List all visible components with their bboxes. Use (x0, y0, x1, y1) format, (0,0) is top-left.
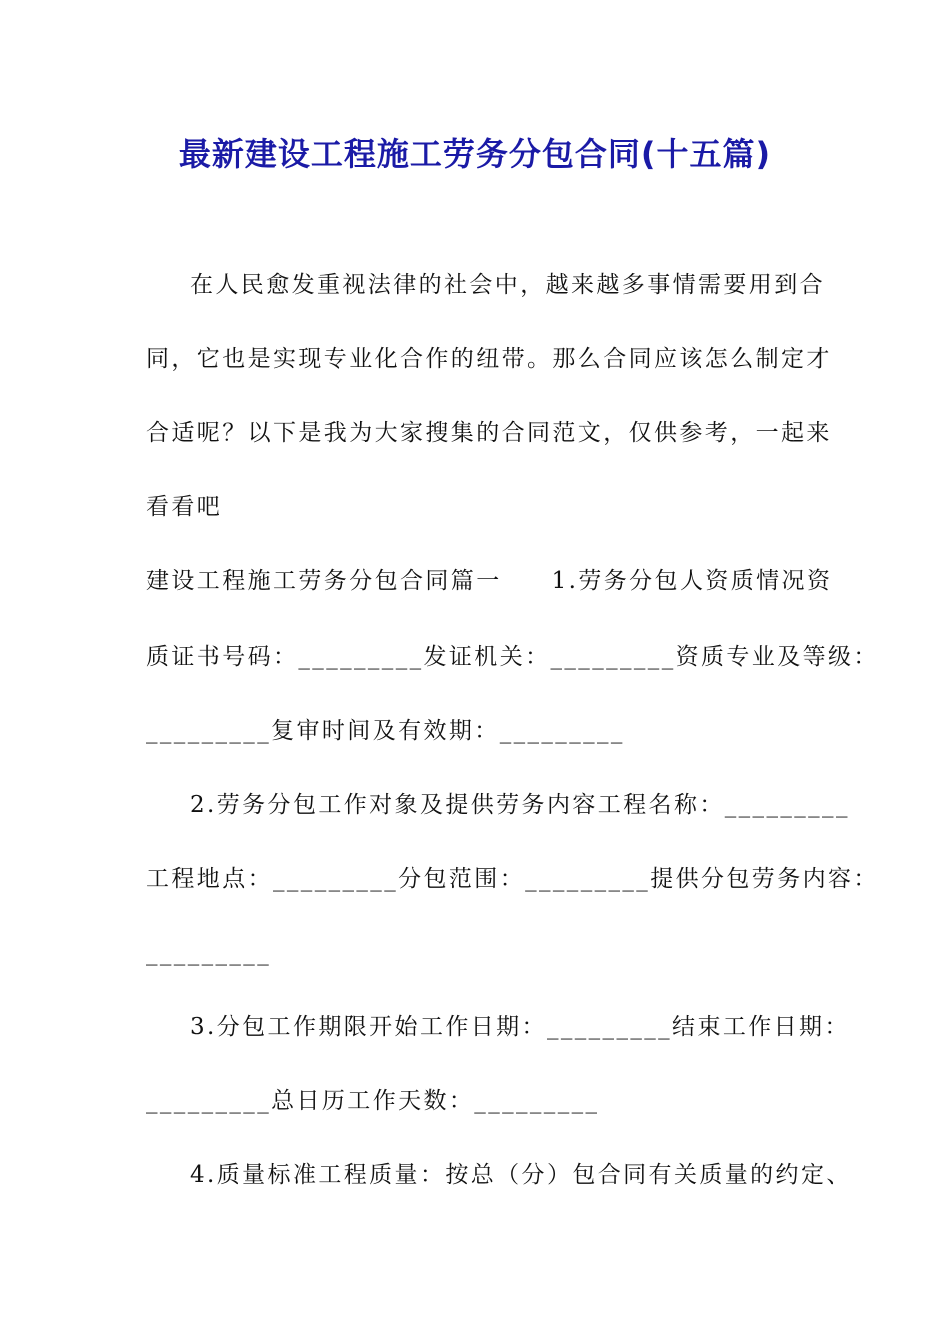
document-title: 最新建设工程施工劳务分包合同(十五篇) (178, 135, 772, 173)
clause-2-line-2: 工程地点：_________分包范围：_________提供分包劳务内容： (146, 866, 879, 892)
paragraph-line-4: 看看吧 (146, 494, 223, 520)
section-heading: 建设工程施工劳务分包合同篇一 (146, 568, 502, 594)
clause-3-line-1: 3.分包工作期限开始工作日期：_________结束工作日期： (190, 1014, 850, 1040)
clause-1-line-2: 质证书号码：_________发证机关：_________资质专业及等级： (146, 644, 879, 670)
clause-3-line-2: _________总日历工作天数：_________ (146, 1088, 600, 1114)
clause-2-line-1: 2.劳务分包工作对象及提供劳务内容工程名称：_________ (190, 792, 850, 818)
clause-4-line-1: 4.质量标准工程质量：按总（分）包合同有关质量的约定、 (190, 1162, 852, 1188)
clause-1-line-3: _________复审时间及有效期：_________ (146, 718, 625, 744)
paragraph-line-1: 在人民愈发重视法律的社会中，越来越多事情需要用到合 (190, 272, 825, 298)
section-heading-line (146, 566, 832, 596)
clause-2-line-3: _________ (146, 940, 272, 966)
paragraph-line-3: 合适呢？以下是我为大家搜集的合同范文，仅供参考，一起来 (146, 420, 832, 446)
clause-1-start: 1.劳务分包人资质情况资 (551, 568, 833, 594)
paragraph-line-2: 同，它也是实现专业化合作的纽带。那么合同应该怎么制定才 (146, 346, 832, 372)
